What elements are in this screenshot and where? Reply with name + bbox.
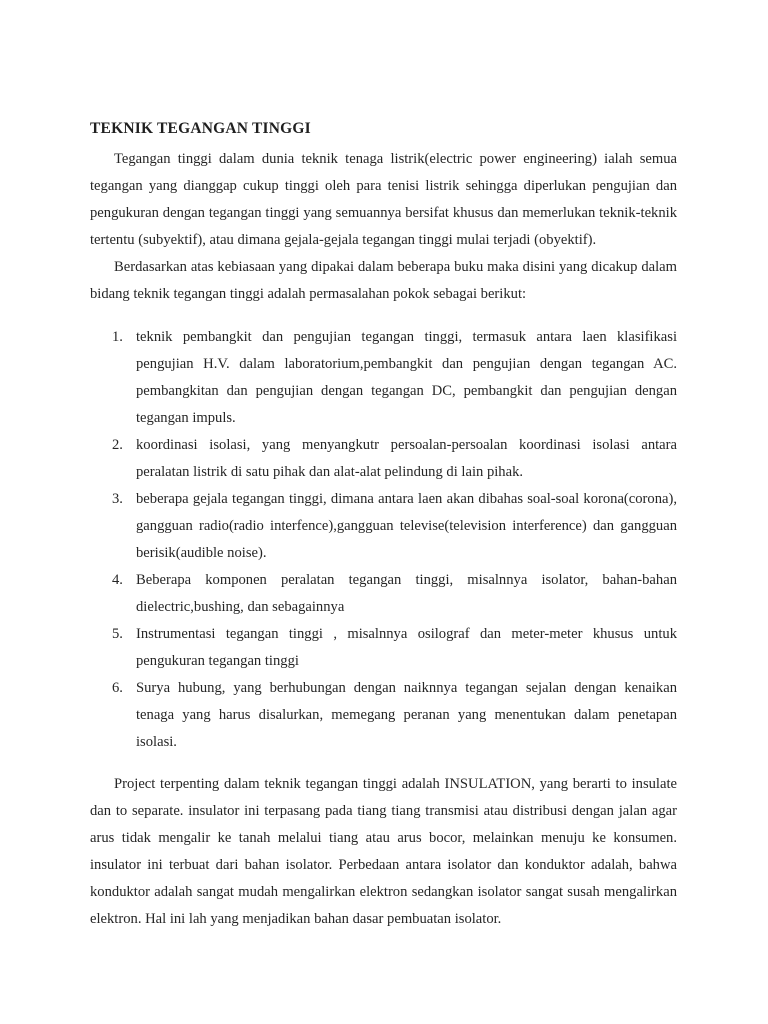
list-number: 4. (112, 572, 123, 588)
list-number: 5. (112, 626, 123, 642)
list-item-text: koordinasi isolasi, yang menyangkutr persoalan-persoalan koordinasi isolasi antara peralatan listrik di satu pihak dan alat-alat pelindung di lain pihak. (136, 437, 677, 480)
list-number: 1. (112, 329, 123, 345)
list-item (90, 486, 677, 567)
intro-paragraph: Tegangan tinggi dalam dunia teknik tenaga listrik(electric power engineering) ialah semua tegangan yang dianggap cukup tinggi oleh para tenisi listrik sehingga diperlukan pengujian dan pengukuran dengan tegangan tinggi yang semuannya bersifat khusus dan memerlukan teknik-teknik tertentu (subyektif), atau dimana gejala-gejala tegangan tinggi mulai terjadi (obyektif). (90, 151, 677, 248)
list-number: 3. (112, 491, 123, 507)
topic-list (90, 324, 677, 756)
list-number: 6. (112, 680, 123, 696)
scope-paragraph: Berdasarkan atas kebiasaan yang dipakai dalam beberapa buku maka disini yang dicakup dalam bidang teknik tegangan tinggi adalah permasalahan pokok sebagai berikut: (90, 259, 677, 302)
list-item (90, 621, 677, 675)
insulation-paragraph: Project terpenting dalam teknik tegangan tinggi adalah INSULATION, yang berarti to insulate dan to separate. insulator ini terpasang pada tiang tiang transmisi atau distribusi dengan jalan agar arus tidak mengalir ke tanah melalui tiang atau arus bocor, melainkan menuju ke konsumen. insulator ini terbuat dari bahan isolator. Perbedaan antara isolator dan konduktor adalah, bahwa konduktor adalah sangat mudah mengalirkan elektron sedangkan isolator sangat susah mengalirkan elektron. Hal ini lah yang menjadikan bahan dasar pembuatan isolator. (90, 776, 677, 927)
document-title: TEKNIK TEGANGAN TINGGI (90, 120, 311, 137)
list-item (90, 567, 677, 621)
list-item-text: teknik pembangkit dan pengujian tegangan tinggi, termasuk antara laen klasifikasi pengujian H.V. dalam laboratorium,pembangkit dan pengujian dengan tegangan AC. pembangkitan dan pengujian dengan tegangan DC, pembangkit dan pengujian dengan tegangan impuls. (136, 329, 677, 426)
list-item-text: beberapa gejala tegangan tinggi, dimana antara laen akan dibahas soal-soal korona(corona), gangguan radio(radio interfence),gangguan televise(television interference) dan gangguan berisik(audible noise). (136, 491, 677, 561)
list-item-text: Instrumentasi tegangan tinggi , misalnnya osilograf dan meter-meter khusus untuk pengukuran tegangan tinggi (136, 626, 677, 669)
list-item (90, 675, 677, 756)
list-item-text: Beberapa komponen peralatan tegangan tinggi, misalnnya isolator, bahan-bahan dielectric,bushing, dan sebagainnya (136, 572, 677, 615)
list-item (90, 432, 677, 486)
list-item-text: Surya hubung, yang berhubungan dengan naiknnya tegangan sejalan dengan kenaikan tenaga yang harus disalurkan, memegang peranan yang menentukan dalam penetapan isolasi. (136, 680, 677, 750)
list-number: 2. (112, 437, 123, 453)
list-item (90, 324, 677, 432)
